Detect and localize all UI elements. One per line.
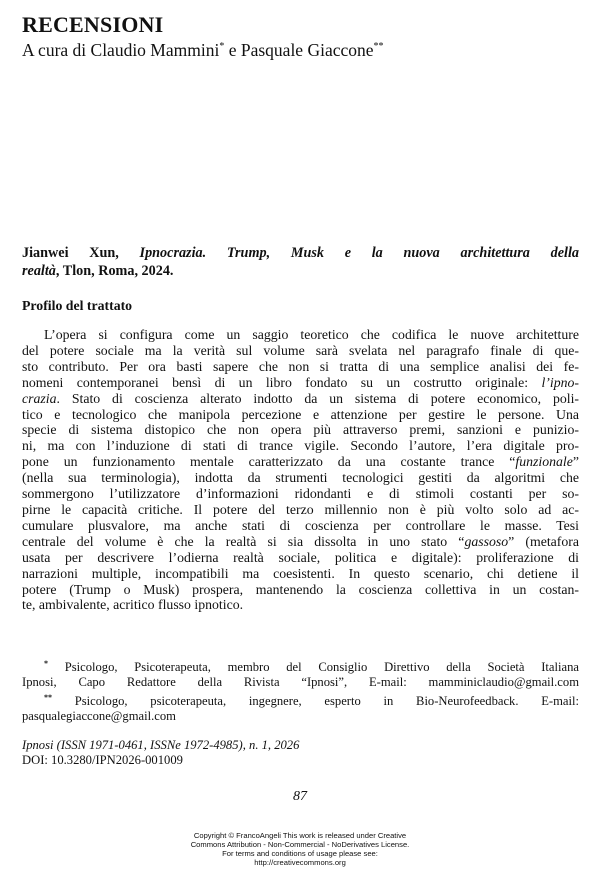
editors-conjunction: e Pasquale Giaccone xyxy=(224,40,374,60)
body-line: L’opera si configura come un saggio teoretico che codifica le nuove architetture xyxy=(44,327,579,342)
license-line: For terms and conditions of usage please see: xyxy=(222,849,378,858)
body-line: sommergono l’utilizzatore d’informazioni ridondanti e di stimoli costanti per so- xyxy=(22,486,579,502)
book-title-part-1: Ipnocrazia. Trump, Musk e la nuova architettura della xyxy=(139,245,579,261)
body-line: tico e tecnologico che manipola percezione e attenzione per gestire le persone. Una xyxy=(22,406,579,422)
footnote-2-marker: ** xyxy=(44,693,52,703)
emphasis-term: funzionale xyxy=(515,454,573,470)
book-title-part-2: realtà xyxy=(22,263,56,279)
book-publisher: , Tlon, Roma, 2024. xyxy=(55,263,174,279)
footnote-2-line-1 xyxy=(22,690,579,709)
body-paragraph xyxy=(22,327,579,613)
license-line: Copyright © FrancoAngeli This work is released under Creative xyxy=(193,831,407,840)
body-line: pirne le capacità critiche. Il potere del terzo millennio non è più volto solo ad ac- xyxy=(22,501,579,517)
body-line: ni, ma con l’induzione di stati di trance vigile. Secondo l’autore, l’era digitale pro- xyxy=(22,438,579,454)
footnotes xyxy=(22,656,579,724)
footnote-1-marker: * xyxy=(44,659,48,668)
journal-issue xyxy=(22,738,299,753)
body-line: specie di sistema distopico che non opera più attraverso premi, sanzioni e punizio- xyxy=(22,422,579,438)
body-line: sto contributo. Per ora basti sapere che non si tratta di una semplice analisi dei fe- xyxy=(22,358,579,374)
body-text-span: nomeni contemporanei bensì di un libro fondato su un costrutto originale: xyxy=(22,374,542,390)
editors-prefix: A cura di Claudio Mammini xyxy=(22,40,220,60)
body-line: cumulare plusvalore, ma anche stati di coscienza per controllare le masse. Tesi xyxy=(22,517,579,533)
book-author: Jianwei Xun, xyxy=(22,245,140,261)
body-text-span: . Stato di coscienza alterato indotto da un sistema di potere economico, poli- xyxy=(56,390,579,406)
body-line: del potere sociale ma la verità sul volume sarà svelata nel paragrafo finale di que- xyxy=(22,342,579,358)
section-title: RECENSIONI xyxy=(22,12,164,37)
body-text-span: ” xyxy=(572,454,579,470)
body-text-span: ” (metafora xyxy=(508,533,579,549)
book-ref-line-1 xyxy=(22,244,579,262)
footnote-marker-2: ** xyxy=(373,41,384,53)
editors-line xyxy=(22,40,384,61)
emphasis-term: l’ipno- xyxy=(541,374,579,390)
footnote-1-line-2: Ipnosi, Capo Redattore della Rivista “Ipnosi”, E-mail: mamminiclaudio@gmail.com xyxy=(22,675,579,690)
footnote-marker-1: * xyxy=(219,41,225,53)
license-line: Commons Attribution - Non-Commercial - NoDerivatives License. xyxy=(190,840,410,849)
body-line xyxy=(22,454,579,470)
subsection-title: Profilo del trattato xyxy=(22,298,133,313)
footnote-1-line-1 xyxy=(22,656,579,675)
footnote-1-text: Psicologo, Psicoterapeuta, membro del Consiglio Direttivo della Società Italiana xyxy=(48,660,579,675)
page-number: 87 xyxy=(293,789,307,804)
emphasis-term: gassoso xyxy=(464,533,509,549)
body-text-span: pone un funzionamento mentale caratterizzato da una costante trance “ xyxy=(22,454,516,470)
body-line xyxy=(22,375,579,391)
journal-issue-number: , n. 1, 2026 xyxy=(242,738,300,752)
book-reference xyxy=(22,244,579,280)
doi: DOI: 10.3280/IPN2026-001009 xyxy=(22,753,183,767)
body-line: narrazioni multiple, incompatibili ma coesistenti. In questo scenario, chi detiene il xyxy=(22,565,579,581)
license-link[interactable]: http://creativecommons.org xyxy=(254,858,346,867)
body-line: (nella sua terminologia), indotta da strumenti tecnologici gestiti da algoritmi che xyxy=(22,470,579,486)
emphasis-term: crazia xyxy=(22,390,57,406)
book-ref-line-2 xyxy=(22,262,579,280)
body-line: potere (Trump o Musk) prospera, mantenendo la coscienza collettiva in un costan- xyxy=(22,581,579,597)
footnote-2-text: Psicologo, psicoterapeuta, ingegnere, esperto in Bio-Neurofeedback. E-mail: xyxy=(52,694,579,709)
journal-name: Ipnosi (ISSN 1971-0461, ISSNe 1972-4985) xyxy=(22,738,243,752)
journal-citation xyxy=(22,738,299,768)
footnote-2-line-2: pasqualegiaccone@gmail.com xyxy=(22,709,176,724)
body-text-span: centrale del volume è che la realtà si sia dissolta in uno stato “ xyxy=(22,533,465,549)
body-line: usata per descrivere l’odierna realtà sociale, politica e digitale): proliferazione di xyxy=(22,549,579,565)
license-notice xyxy=(0,831,600,867)
body-line xyxy=(22,391,579,407)
body-line xyxy=(22,534,579,550)
body-line: te, ambivalente, acritico flusso ipnotico. xyxy=(22,597,244,613)
